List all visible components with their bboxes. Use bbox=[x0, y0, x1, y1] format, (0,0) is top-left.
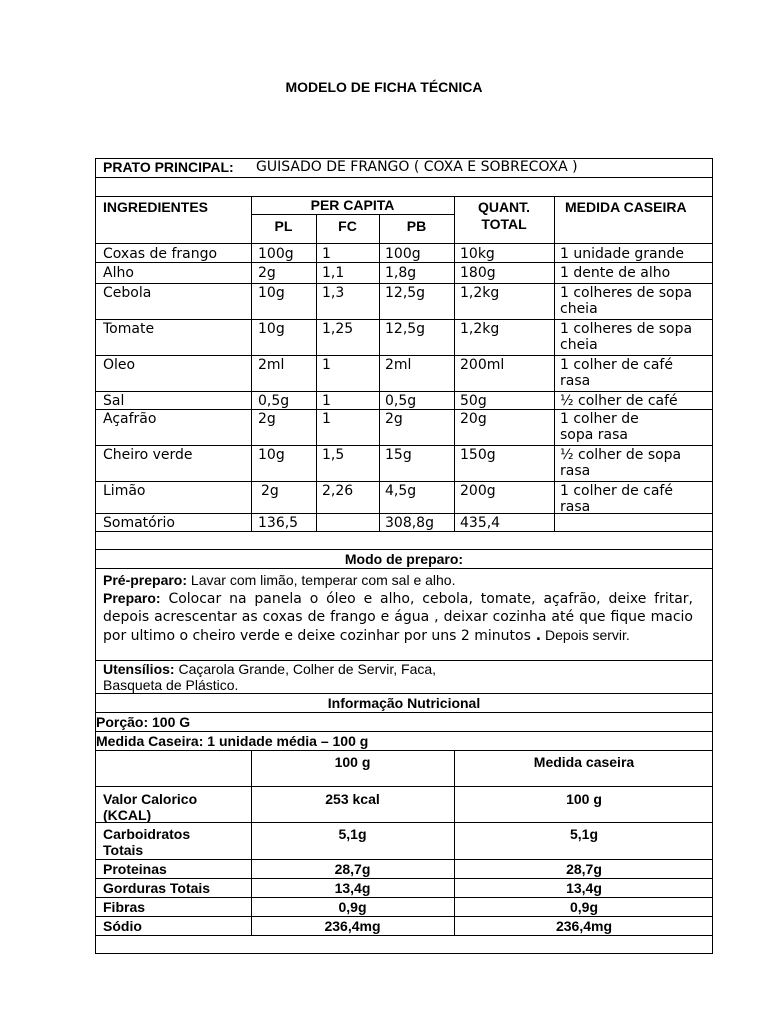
header-medida-caseira: MEDIDA CASEIRA bbox=[565, 199, 687, 215]
ingredient-pl: 2g bbox=[258, 265, 276, 281]
grid-line bbox=[96, 897, 712, 898]
grid-line bbox=[96, 822, 712, 823]
utensilios bbox=[103, 661, 436, 693]
ingredient-medida: cheia bbox=[560, 301, 598, 317]
ingredient-pb: 308,8g bbox=[385, 515, 434, 531]
grid-line bbox=[96, 660, 712, 661]
nutri-label: (KCAL) bbox=[103, 807, 152, 823]
grid-line bbox=[96, 319, 712, 320]
grid-line bbox=[96, 196, 712, 197]
utensilios-line2: Basqueta de Plástico. bbox=[103, 677, 239, 693]
ingredient-medida: 1 dente de alho bbox=[560, 265, 671, 281]
ingredient-medida: ½ colher de sopa bbox=[560, 447, 682, 463]
ingredient-pl: 136,5 bbox=[258, 515, 299, 531]
header-total: TOTAL bbox=[481, 216, 527, 232]
grid-line bbox=[96, 712, 712, 713]
ingredient-name: Limão bbox=[103, 483, 146, 499]
preparo-paragraph bbox=[103, 589, 693, 645]
ingredient-name: Oleo bbox=[103, 357, 136, 373]
ingredient-pl: 10g bbox=[258, 285, 285, 301]
grid-line bbox=[251, 214, 454, 215]
ingredient-total: 180g bbox=[460, 265, 496, 281]
grid-line bbox=[96, 243, 712, 244]
ingredient-medida: rasa bbox=[560, 373, 591, 389]
grid-line bbox=[96, 935, 712, 936]
grid-line bbox=[96, 445, 712, 446]
nutri-col-medida: Medida caseira bbox=[533, 754, 635, 770]
nutri-value-100g: 0,9g bbox=[338, 899, 367, 915]
ingredient-pl: 10g bbox=[258, 447, 285, 463]
ingredient-total: 1,2kg bbox=[460, 321, 500, 337]
ingredient-name: Alho bbox=[103, 265, 134, 281]
ingredient-name: Sal bbox=[103, 393, 125, 409]
ingredient-pb: 4,5g bbox=[385, 483, 417, 499]
ingredient-name: Somatório bbox=[103, 515, 175, 531]
nutri-value-medida: 100 g bbox=[566, 791, 602, 807]
ingredient-fc: 1 bbox=[322, 357, 331, 373]
nutri-label: Totais bbox=[103, 842, 144, 858]
nutri-value-100g: 28,7g bbox=[334, 861, 371, 877]
ingredient-pl: 2ml bbox=[258, 357, 285, 373]
ingredient-total: 50g bbox=[460, 393, 487, 409]
grid-line bbox=[96, 177, 712, 178]
grid-line bbox=[96, 549, 712, 550]
pre-preparo bbox=[103, 572, 455, 588]
nutri-value-medida: 0,9g bbox=[569, 899, 598, 915]
ingredient-medida: rasa bbox=[560, 463, 591, 479]
grid-line bbox=[554, 196, 555, 531]
ingredient-total: 150g bbox=[460, 447, 496, 463]
page-title: MODELO DE FICHA TÉCNICA bbox=[285, 79, 483, 95]
ingredient-pb: 1,8g bbox=[385, 265, 417, 281]
grid-line bbox=[96, 750, 712, 751]
modo-heading: Modo de preparo: bbox=[344, 551, 464, 567]
ingredient-medida: 1 colheres de sopa bbox=[560, 285, 693, 301]
ingredient-pb: 2ml bbox=[385, 357, 412, 373]
grid-line bbox=[96, 878, 712, 879]
ingredient-fc: 1 bbox=[322, 246, 331, 262]
prato-label: PRATO PRINCIPAL: bbox=[103, 159, 234, 175]
grid-line bbox=[251, 196, 252, 531]
ingredient-medida: 1 colher de bbox=[560, 411, 639, 427]
grid-line bbox=[96, 693, 712, 694]
grid-line bbox=[96, 859, 712, 860]
grid-line bbox=[96, 262, 712, 263]
nutri-label: Gorduras Totais bbox=[103, 880, 211, 896]
grid-line bbox=[96, 786, 712, 787]
ingredient-medida: sopa rasa bbox=[560, 427, 628, 443]
grid-line bbox=[96, 391, 712, 392]
grid-line bbox=[96, 916, 712, 917]
ingredient-fc: 1,1 bbox=[322, 265, 345, 281]
ingredient-pb: 2g bbox=[385, 411, 403, 427]
ingredient-fc: 2,26 bbox=[322, 483, 354, 499]
ingredient-pb: 100g bbox=[385, 246, 421, 262]
ingredient-total: 1,2kg bbox=[460, 285, 500, 301]
medida-caseira-nutri: Medida Caseira: 1 unidade média – 100 g bbox=[96, 733, 369, 749]
header-per-capita: PER CAPITA bbox=[310, 197, 395, 213]
preparo-text: Colocar na panela o óleo e alho, cebola, tomate, açafrão, deixe fritar, depois acrescentar as coxas de frango e água , deixar cozinha até que fique macio por ultimo o cheiro verde e deixe cozinhar por uns 2 minutos bbox=[103, 591, 694, 644]
ingredient-pb: 15g bbox=[385, 447, 412, 463]
nutri-value-medida: 5,1g bbox=[569, 826, 598, 842]
ingredient-pb: 12,5g bbox=[385, 285, 426, 301]
nutri-label: Fibras bbox=[103, 899, 146, 915]
header-quant: QUANT. bbox=[477, 199, 531, 215]
pre-preparo-text: Lavar com limão, temperar com sal e alho. bbox=[190, 572, 456, 588]
ingredient-name: Açafrão bbox=[103, 411, 157, 427]
pre-preparo-label: Pré-preparo: bbox=[103, 572, 188, 588]
grid-line bbox=[96, 355, 712, 356]
header-ingredientes: INGREDIENTES bbox=[103, 199, 209, 215]
ingredient-fc: 1 bbox=[322, 411, 331, 427]
ingredient-fc: 1,25 bbox=[322, 321, 354, 337]
ingredient-medida: ½ colher de café bbox=[560, 393, 678, 409]
grid-line bbox=[96, 481, 712, 482]
ingredient-medida: rasa bbox=[560, 499, 591, 515]
preparo-end-bold: . bbox=[530, 628, 542, 644]
ingredient-total: 20g bbox=[460, 411, 487, 427]
ingredient-medida: 1 colheres de sopa bbox=[560, 321, 693, 337]
grid-line bbox=[96, 409, 712, 410]
ingredient-total: 200ml bbox=[460, 357, 505, 373]
nutri-heading: Informação Nutricional bbox=[327, 695, 481, 711]
nutri-value-100g: 253 kcal bbox=[325, 791, 380, 807]
ingredient-pb: 12,5g bbox=[385, 321, 426, 337]
nutri-value-medida: 28,7g bbox=[566, 861, 602, 877]
preparo-end: Depois servir. bbox=[541, 627, 630, 643]
ingredient-pb: 0,5g bbox=[385, 393, 417, 409]
ingredient-pl: 10g bbox=[258, 321, 285, 337]
grid-line bbox=[96, 531, 712, 532]
preparo-label: Preparo: bbox=[103, 590, 161, 606]
ingredient-name: Tomate bbox=[103, 321, 155, 337]
ingredient-total: 10kg bbox=[460, 246, 495, 262]
header-pb: PB bbox=[406, 218, 427, 234]
ingredient-pl: 100g bbox=[258, 246, 294, 262]
grid-line bbox=[379, 214, 380, 531]
grid-line bbox=[96, 568, 712, 569]
nutri-label: Sódio bbox=[103, 918, 142, 934]
prato-value: GUISADO DE FRANGO ( COXA E SOBRECOXA ) bbox=[256, 159, 578, 175]
nutri-label: Valor Calorico bbox=[103, 791, 198, 807]
header-fc: FC bbox=[338, 218, 357, 234]
ingredient-medida: cheia bbox=[560, 337, 598, 353]
nutri-col-100g: 100 g bbox=[334, 754, 371, 770]
grid-line bbox=[454, 196, 455, 531]
nutri-label: Proteinas bbox=[103, 861, 167, 877]
ingredient-medida: 1 unidade grande bbox=[560, 246, 685, 262]
nutri-value-100g: 5,1g bbox=[338, 826, 367, 842]
nutri-label: Carboidratos bbox=[103, 826, 191, 842]
ingredient-pl: 2g bbox=[261, 483, 279, 499]
grid-line bbox=[96, 731, 712, 732]
ingredient-medida: 1 colher de café bbox=[560, 483, 673, 499]
ingredient-pl: 2g bbox=[258, 411, 276, 427]
grid-line bbox=[316, 214, 317, 531]
ingredient-total: 435,4 bbox=[460, 515, 501, 531]
ingredient-pl: 0,5g bbox=[258, 393, 290, 409]
ingredient-fc: 1,5 bbox=[322, 447, 345, 463]
ingredient-fc: 1,3 bbox=[322, 285, 345, 301]
ingredient-name: Cebola bbox=[103, 285, 152, 301]
nutri-value-100g: 236,4mg bbox=[324, 918, 381, 934]
nutri-value-medida: 236,4mg bbox=[555, 918, 613, 934]
ingredient-name: Coxas de frango bbox=[103, 246, 218, 262]
ingredient-total: 200g bbox=[460, 483, 496, 499]
header-pl: PL bbox=[274, 218, 293, 234]
ficha-tecnica-table bbox=[95, 158, 713, 954]
nutri-value-medida: 13,4g bbox=[566, 880, 602, 896]
grid-line bbox=[96, 513, 712, 514]
ingredient-medida: 1 colher de café bbox=[560, 357, 673, 373]
porcao: Porção: 100 G bbox=[96, 714, 191, 730]
utensilios-label: Utensílios: bbox=[103, 661, 175, 677]
nutri-value-100g: 13,4g bbox=[334, 880, 371, 896]
ingredient-name: Cheiro verde bbox=[103, 447, 193, 463]
ingredient-fc: 1 bbox=[322, 393, 331, 409]
grid-line bbox=[96, 283, 712, 284]
utensilios-line1: Caçarola Grande, Colher de Servir, Faca, bbox=[178, 661, 437, 677]
